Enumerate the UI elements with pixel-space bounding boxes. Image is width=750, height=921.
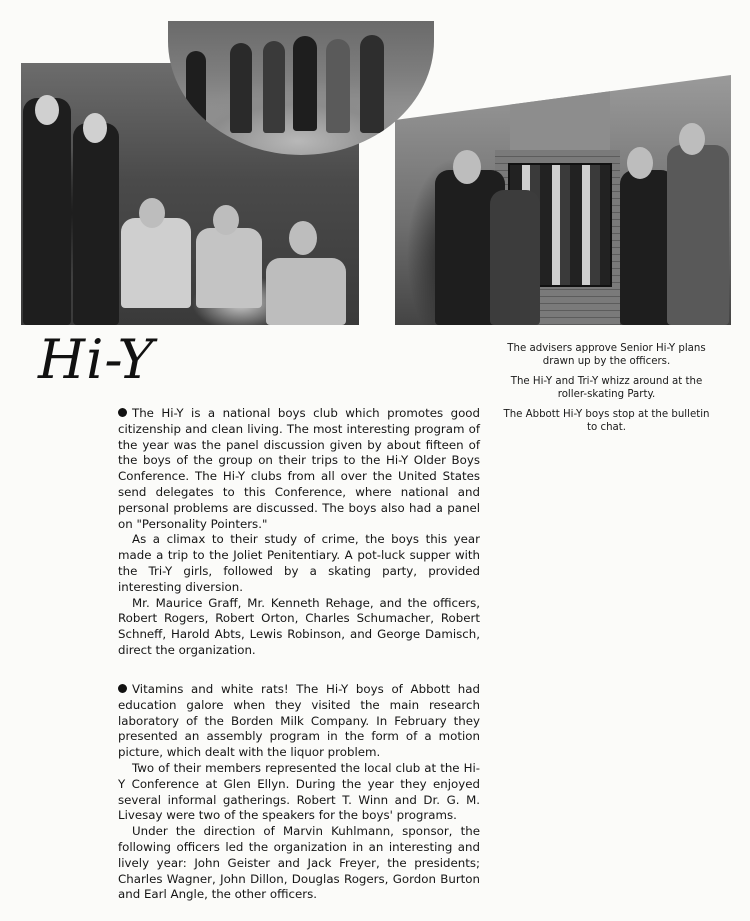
article-paragraph: Mr. Maurice Graff, Mr. Kenneth Rehage, and the officers, Robert Rogers, Robert Orton, Charles Schumacher, Robert Schneff, Harold Abts, Lewis Robinson, and George Damisch, direct the organization. (118, 595, 480, 657)
adviser-head (83, 113, 107, 143)
officer-head (289, 221, 317, 255)
caption-advisers: The advisers approve Senior Hi-Y plans drawn up by the officers. (507, 343, 706, 367)
seated-officer-figure (121, 218, 191, 308)
seated-officer-figure (196, 228, 262, 308)
photo-captions (499, 343, 714, 442)
article-paragraph (118, 682, 480, 761)
skater-figure (230, 43, 252, 133)
skater-figure (326, 39, 350, 133)
page-title: Hi-Y (38, 328, 155, 391)
skater-figure (263, 41, 285, 133)
skater-figure (186, 51, 206, 131)
paragraph-text: Vitamins and white rats! The Hi-Y boys of Abbott had education galore when they visited the main research laboratory of the Borden Milk Company. In February they presented an assembly program in the form of a motion picture, which dealt with the liquor problem. (118, 682, 480, 760)
bullet-icon (118, 684, 127, 693)
student-figure (667, 145, 729, 325)
bulletin-board-photo (395, 75, 731, 325)
officer-head (139, 198, 165, 228)
student-head (679, 123, 705, 155)
article-paragraph: Two of their members represented the local club at the Hi-Y Conference at Glen Ellyn. During the year they enjoyed several informal gatherings. Robert T. Winn and Dr. G. M. Livesay were two of the speakers for the boys' programs. (118, 760, 480, 823)
student-head (453, 150, 481, 184)
caption-bulletin: The Abbott Hi-Y boys stop at the bulletin to chat. (503, 409, 710, 433)
student-figure (490, 190, 540, 325)
officer-head (213, 205, 239, 235)
senior-hi-y-article (118, 406, 480, 659)
standing-adviser-figure (73, 123, 119, 325)
article-paragraph: As a climax to their study of crime, the boys this year made a trip to the Joliet Penitentiary. A pot-luck supper with the Tri-Y girls, followed by a skating party, provided interesting diversion. (118, 532, 480, 594)
adviser-head (35, 95, 59, 125)
paragraph-text: The Hi-Y is a national boys club which promotes good citizenship and clean living. The most interesting program of the year was the panel discussion given by about fifteen of the boys of the group on their trips to the Hi-Y Older Boys Conference. The Hi-Y clubs from all over the United States send delegates to this Conference, where national and personal problems are discussed. The boys also had a panel on "Personality Pointers." (118, 406, 480, 531)
skater-figure (360, 35, 384, 133)
article-paragraph: Under the direction of Marvin Kuhlmann, sponsor, the following officers led the organization in an interesting and lively year: John Geister and Jack Freyer, the presidents; Charles Wagner, John Dillon, Douglas Rogers, Gordon Burton and Earl Angle, the other officers. (118, 824, 480, 902)
skater-figure (293, 36, 317, 131)
student-head (627, 147, 653, 179)
bullet-icon (118, 408, 127, 417)
article-paragraph (118, 406, 480, 532)
caption-skating: The Hi-Y and Tri-Y whizz around at the roller-skating Party. (510, 376, 703, 400)
standing-adviser-figure (23, 98, 71, 325)
seated-officer-figure (266, 258, 346, 325)
abbott-hi-y-article (118, 682, 480, 903)
